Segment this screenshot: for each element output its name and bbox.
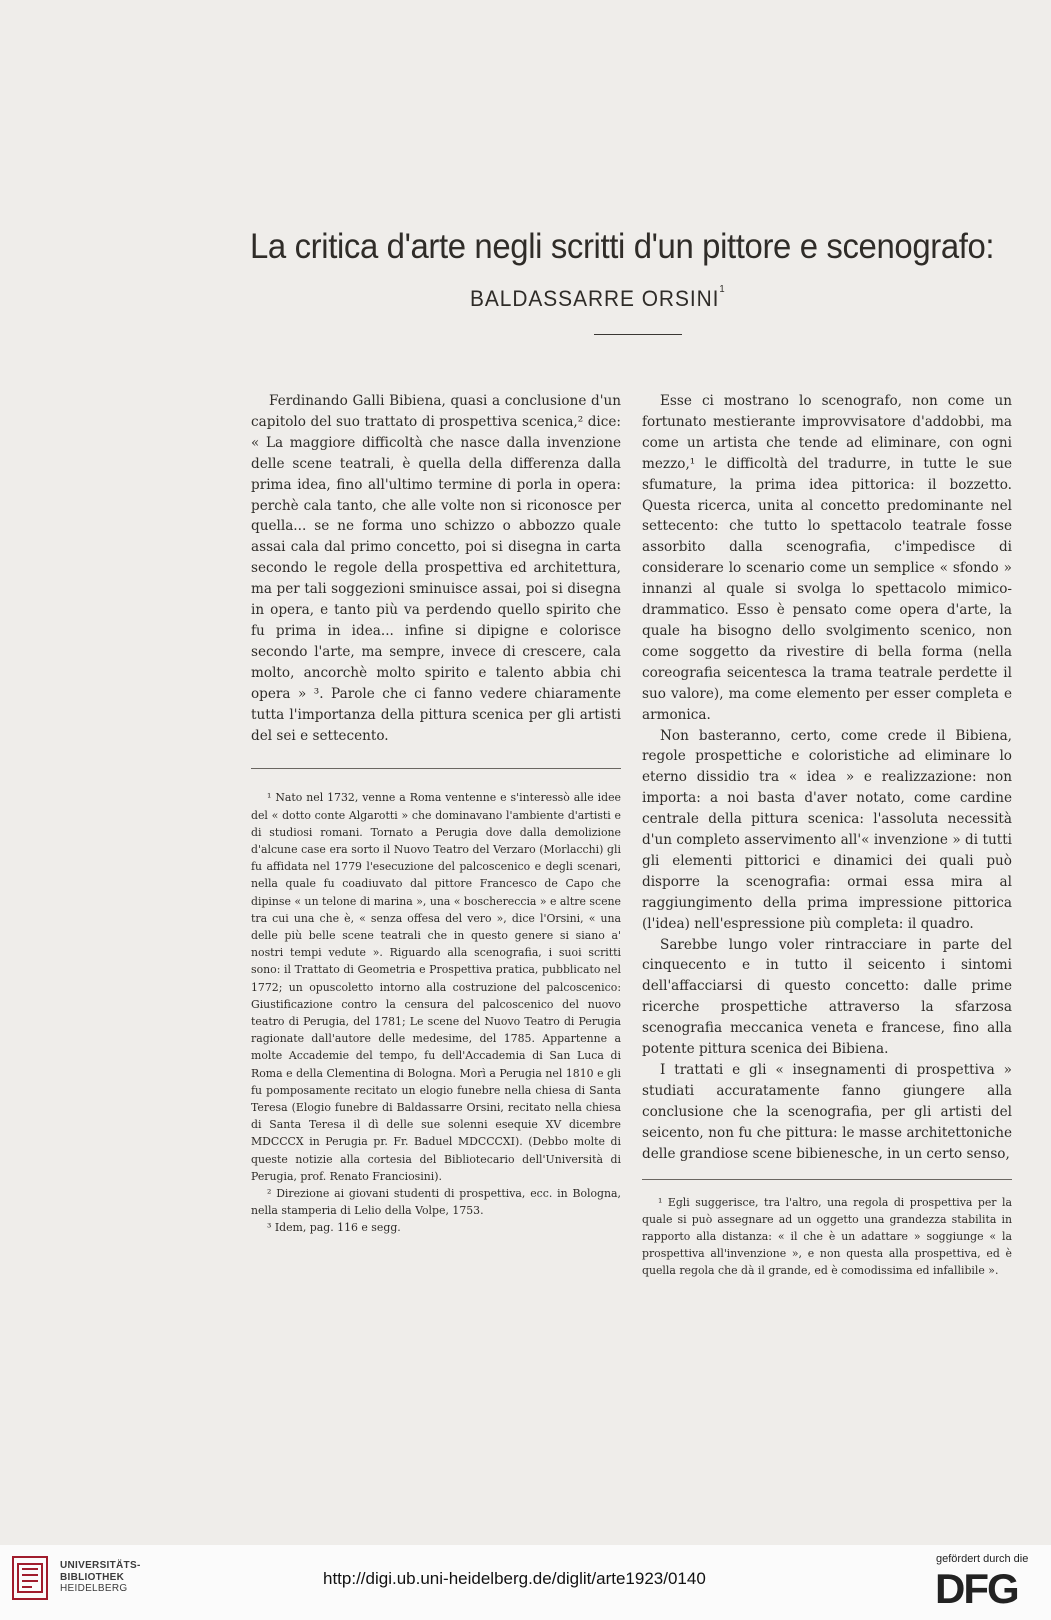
- library-name-line-1: UNIVERSITÄTS-: [60, 1560, 141, 1571]
- permalink-url[interactable]: http://digi.ub.uni-heidelberg.de/diglit/arte1923/0140: [323, 1569, 706, 1588]
- right-paragraph-2: Non basteranno, certo, come crede il Bibiena, regole prospettiche e coloristiche ad eliminare lo eterno dissidio tra « idea » e realizzazione: non importa: a noi basta d'aver notato, come cardine centrale della pittura scenica: l'assoluta necessità d'un completo asservimento all'« invenzione » di tutti gli elementi pittorici e dinamici dei quali può disporre la scenografia: ormai essa mira al raggiungimento della prima impressione pittorica (l'idea) nell'espressione più completa: il quadro.: [642, 727, 1012, 932]
- right-footnotes: [642, 1194, 1012, 1280]
- library-seal-icon: [12, 1556, 48, 1600]
- library-name[interactable]: [60, 1560, 141, 1595]
- dfg-logo[interactable]: DFG: [935, 1565, 1018, 1612]
- right-column: [642, 391, 1012, 1280]
- left-body-text: [251, 391, 621, 746]
- left-column: [251, 391, 621, 1237]
- left-footnotes: [251, 789, 621, 1236]
- right-footnote-1: ¹ Egli suggerisce, tra l'altro, una regola di prospettiva per la quale si può assegnare ad un oggetto una grandezza stabilita in rapporto alla distanza: « il che è un adattare » soggiunge « la prospettiva all'invenzione », e non questa alla prospettiva, ed è quella regola che dà il grande, ed è comodissima ed infallibile ».: [642, 1195, 1012, 1278]
- subtitle-text: BALDASSARRE ORSINI: [470, 286, 720, 311]
- right-body-text: [642, 391, 1012, 1165]
- footnote-1: ¹ Nato nel 1732, venne a Roma ventenne e s'interessò alle idee del « dotto conte Algarotti » che dominavano l'ambiente d'artisti e di studiosi romani. Tornato a Perugia dove dalla demolizione d'alcune case era sorto il Nuovo Teatro del Verzaro (Morlacchi) gli fu affidata nel 1779 l'esecuzione del palcoscenico e degli scenari, nella quale fu coadiuvato dal pittore Francesco de Capo che dipinse « un telone di marina », una « boschereccia » e altre scene tra cui una che è, « senza offesa del vero », dice l'Orsini, « una delle più belle scene teatrali che in questo genere si siano a' nostri tempi vedute ». Riguardo alla scenografia, i suoi scritti sono: il Trattato di Geometria e Prospettiva pratica, pubblicato nel 1772; un opuscoletto intorno alla costruzione del palcoscenico: Giustificazione contro la censura del palcoscenico del nuovo teatro di Perugia, del 1781; Le scene del Nuovo Teatro di Perugia ragionate dall'autore delle medesime, del 1785. Appartenne a molte Accademie del tempo, fu dell'Accademia di San Luca di Roma e della Clementina di Bologna. Morì a Perugia nel 1810 e gli fu pomposamente recitato un elogio funebre nella chiesa di Santa Teresa (Elogio funebre di Baldassarre Orsini, recitato nella chiesa di Santa Teresa il dì delle sue solenni esequie XV dicembre MDCCCX in Perugia pr. Fr. Baduel MDCCCXI). (Debbo molte di queste notizie alla cortesia del Bibliotecario dell'Università di Perugia, prof. Renato Franciosini).: [251, 791, 621, 1183]
- right-paragraph-4: I trattati e gli « insegnamenti di prospettiva » studiati accuratamente fanno giungere alla conclusione che la scenografia, per gli artisti del seicento, non fu che pittura: le masse architettoniche delle grandiose scene bibienesche, in un certo senso,: [642, 1062, 1012, 1162]
- library-name-line-3: HEIDELBERG: [60, 1583, 128, 1594]
- left-footnote-rule: [251, 768, 621, 769]
- footnote-3: ³ Idem, pag. 116 e segg.: [267, 1221, 401, 1235]
- left-paragraph: Ferdinando Galli Bibiena, quasi a conclusione d'un capitolo del suo trattato di prospettiva scenica,² dice: « La maggiore difficoltà che nasce dalla invenzione delle scene teatrali, è quella della differenza dalla prima idea, fino all'ultimo termine di porla in opera: perchè cala tanto, che alle volte non si riconosce per quella... se ne forma uno schizzo o abbozzo quale assai cala dal primo concetto, poi si disegna in carta secondo le regole della prospettiva ed architettura, ma per tali soggezioni sminuisce assai, poi si disegna in opera, e tanto più va perdendo quello spirito che fu prima in idea... infine si dipigne e colorisce secondo l'arte, ma sempre, invece di crescere, cala molto, ancorchè molto spirito e talento abbia chi opera » ³. Parole che ci fanno vedere chiaramente tutta l'importanza della pittura scenica per gli artisti del sei e settecento.: [251, 393, 621, 744]
- footnote-2: ² Direzione ai giovani studenti di prospettiva, ecc. in Bologna, nella stamperia di Lelio della Volpe, 1753.: [251, 1187, 621, 1218]
- right-paragraph-1: Esse ci mostrano lo scenografo, non come un fortunato mestierante improvvisatore d'addobbi, ma come un artista che tende ad eliminare, con ogni mezzo,¹ le difficoltà del tradurre, in tutte le sue sfumature, la prima idea pittorica: il bozzetto. Questa ricerca, unita al concetto predominante nel settecento: che tutto lo spettacolo teatrale fosse assorbito dalla scenografia, c'impedisce di considerare lo scenario come un semplice « sfondo » innanzi al quale si svolga lo spettacolo mimico-drammatico. Esso è pensato come opera d'arte, la quale ha bisogno dello svolgimento scenico, non come soggetto da rivestire di bella forma (nella coreografia seicentesca la trama teatrale perdette il suo valore), ma come elemento per esser completa e armonica.: [642, 393, 1012, 723]
- right-paragraph-3: Sarebbe lungo voler rintracciare in parte del cinquecento e in tutto il seicento i sintomi dell'affacciarsi di questo concetto: dalle prime ricerche prospettiche attraverso la sfarzosa scenografia meccanica veneta e francese, fino alla potente pittura scenica dei Bibiena.: [642, 936, 1012, 1058]
- subtitle-footnote-mark: 1: [719, 284, 726, 295]
- article-title: La critica d'arte negli scritti d'un pittore e scenografo:: [250, 227, 995, 266]
- title-divider: [594, 334, 682, 335]
- library-name-line-2: BIBLIOTHEK: [60, 1571, 125, 1583]
- right-footnote-rule: [642, 1179, 1012, 1180]
- sponsor-caption: gefördert durch die: [936, 1553, 1029, 1565]
- article-subtitle: [470, 286, 850, 312]
